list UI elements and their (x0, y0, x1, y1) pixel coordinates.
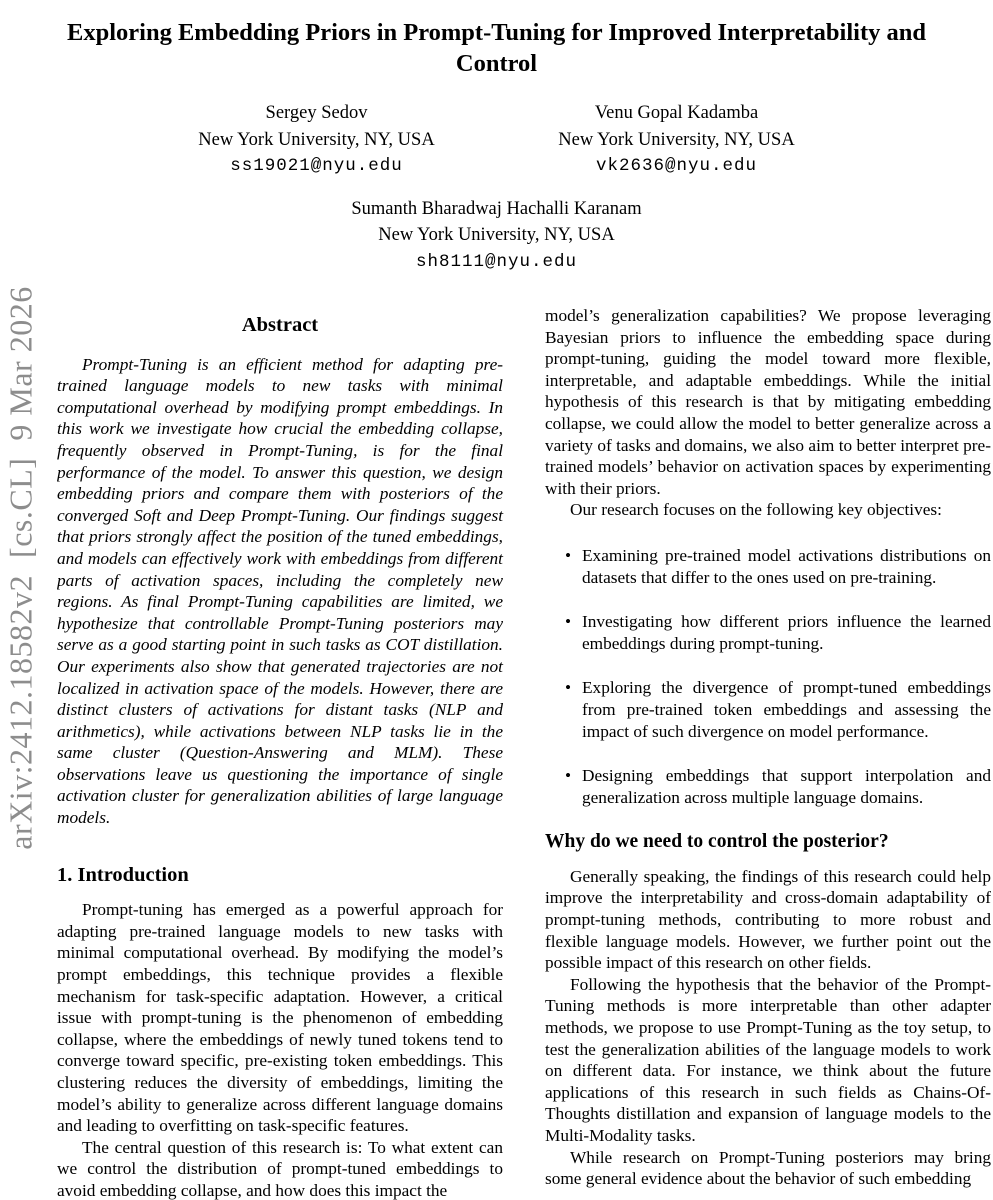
bullet-icon: • (565, 545, 572, 565)
arxiv-watermark: arXiv:2412.18582v2 [cs.CL] 9 Mar 2026 (2, 286, 39, 850)
author-row (0, 100, 993, 180)
author-name: Venu Gopal Kadamba (594, 103, 759, 123)
abstract-heading: Abstract (241, 314, 319, 336)
introduction-paragraph-2: The central question of this research is: To what extent can we control the distribution of prompt-tuned embeddings to avoid embedding collapse, and how does this impact the (57, 1137, 503, 1200)
objective-text: Exploring the divergence of prompt-tuned embeddings from pre-trained token embeddings and assessing the impact of such divergence on model performance. (582, 678, 991, 741)
author-2 (527, 100, 827, 180)
page-title: Exploring Embedding Priors in Prompt-Tuning for Improved Interpretability and Control (67, 19, 926, 78)
author-3 (287, 196, 707, 276)
list-item (545, 677, 991, 742)
list-item (545, 545, 991, 588)
posterior-section-heading: Why do we need to control the posterior? (545, 831, 889, 853)
list-item (545, 611, 991, 654)
bullet-icon: • (565, 612, 572, 632)
objectives-list (545, 545, 991, 808)
posterior-paragraph-3: While research on Prompt-Tuning posteriors may bring some general evidence about the behavior of such embedding (545, 1147, 991, 1189)
author-email: vk2636@nyu.edu (595, 156, 758, 176)
author-1 (167, 100, 467, 180)
author-affiliation: New York University, NY, USA (378, 225, 615, 245)
objective-text: Examining pre-trained model activations distributions on datasets that differ to the ones used on pre-training. (582, 545, 991, 587)
right-column (545, 305, 991, 1200)
continuation-paragraph: model’s generalization capabilities? We propose leveraging Bayesian priors to influence the embedding space during prompt-tuning, guiding the model toward more flexible, interpretable, and adaptable embeddings. While the initial hypothesis of this research is that by mitigating embedding collapse, we could allow the model to better generalize across a variety of tasks and domains, we also aim to better interpret pre-trained models’ behavior on activation spaces by experimenting with their priors. (545, 306, 991, 498)
posterior-paragraph-2: Following the hypothesis that the behavior of the Prompt-Tuning methods is more interpretable than other adapter methods, we propose to use Prompt-Tuning as the toy setup, to test the generalization abilities of the language models to work on different data. For instance, we think about the future applications of this research in such fields as Chains-Of-Thoughts distillation and expansion of language models to the Multi-Modality tasks. (545, 974, 991, 1145)
author-block (0, 100, 993, 275)
left-column (57, 305, 503, 1200)
author-name: Sumanth Bharadwaj Hachalli Karanam (351, 198, 642, 219)
list-item (545, 765, 991, 808)
introduction-paragraph-1: Prompt-tuning has emerged as a powerful approach for adapting pre-trained language models to new tasks with minimal computational overhead. By modifying the model’s prompt embeddings, this technique provides a flexible mechanism for task-specific adaptation. However, a critical issue with prompt-tuning is the phenomenon of embedding collapse, where the embeddings of newly tuned tokens tend to converge toward specific, pre-existing token embeddings. This clustering reduces the diversity of embeddings, limiting the model’s ability to generalize across different language domains and leading to overfitting on task-specific features. (57, 900, 503, 1136)
bullet-icon: • (565, 766, 572, 786)
two-column-body (57, 305, 991, 1200)
objectives-lead-paragraph: Our research focuses on the following key objectives: (570, 500, 942, 520)
author-affiliation: New York University, NY, USA (558, 129, 795, 150)
objective-text: Investigating how different priors influence the learned embeddings during prompt-tuning. (582, 612, 991, 653)
abstract-text: Prompt-Tuning is an efficient method for adapting pre-trained language models to new tasks with minimal computational overhead by modifying prompt embeddings. In this work we investigate how crucial the embedding collapse, frequently observed in Prompt-Tuning, is for the final performance of the model. To answer this question, we design embedding priors and compare them with posteriors of the converged Soft and Deep Prompt-Tuning. Our findings suggest that priors strongly affect the position of the tuned embeddings, and models can effectively work with embeddings from different parts of activation spaces, including the completely new regions. As final Prompt-Tuning capabilities are limited, we hypothesize that controllable Prompt-Tuning posteriors may serve as a good starting point in such tasks as COT distillation. Our experiments also show that generated trajectories are not localized in activation space of the models. However, there are distinct clusters of activations for distant tasks (NLP and arithmetics), while activations between NLP tasks lie in the same cluster (Question-Answering and MLM). These observations leave us questioning the importance of single activation cluster for generalization abilities of large language models. (57, 354, 503, 828)
author-name: Sergey Sedov (265, 103, 368, 123)
objective-text: Designing embeddings that support interpolation and generalization across multiple language domains. (582, 766, 991, 807)
introduction-heading: 1. Introduction (57, 863, 189, 886)
author-email: sh8111@nyu.edu (415, 251, 578, 272)
bullet-icon: • (565, 678, 572, 698)
posterior-paragraph-1: Generally speaking, the findings of this research could help improve the interpretability and cross-domain adaptability of prompt-tuning methods, contributing to more robust and flexible language models. However, we further point out the possible impact of this research on other fields. (545, 866, 991, 973)
author-email: ss19021@nyu.edu (230, 156, 403, 176)
author-affiliation: New York University, NY, USA (198, 129, 435, 150)
